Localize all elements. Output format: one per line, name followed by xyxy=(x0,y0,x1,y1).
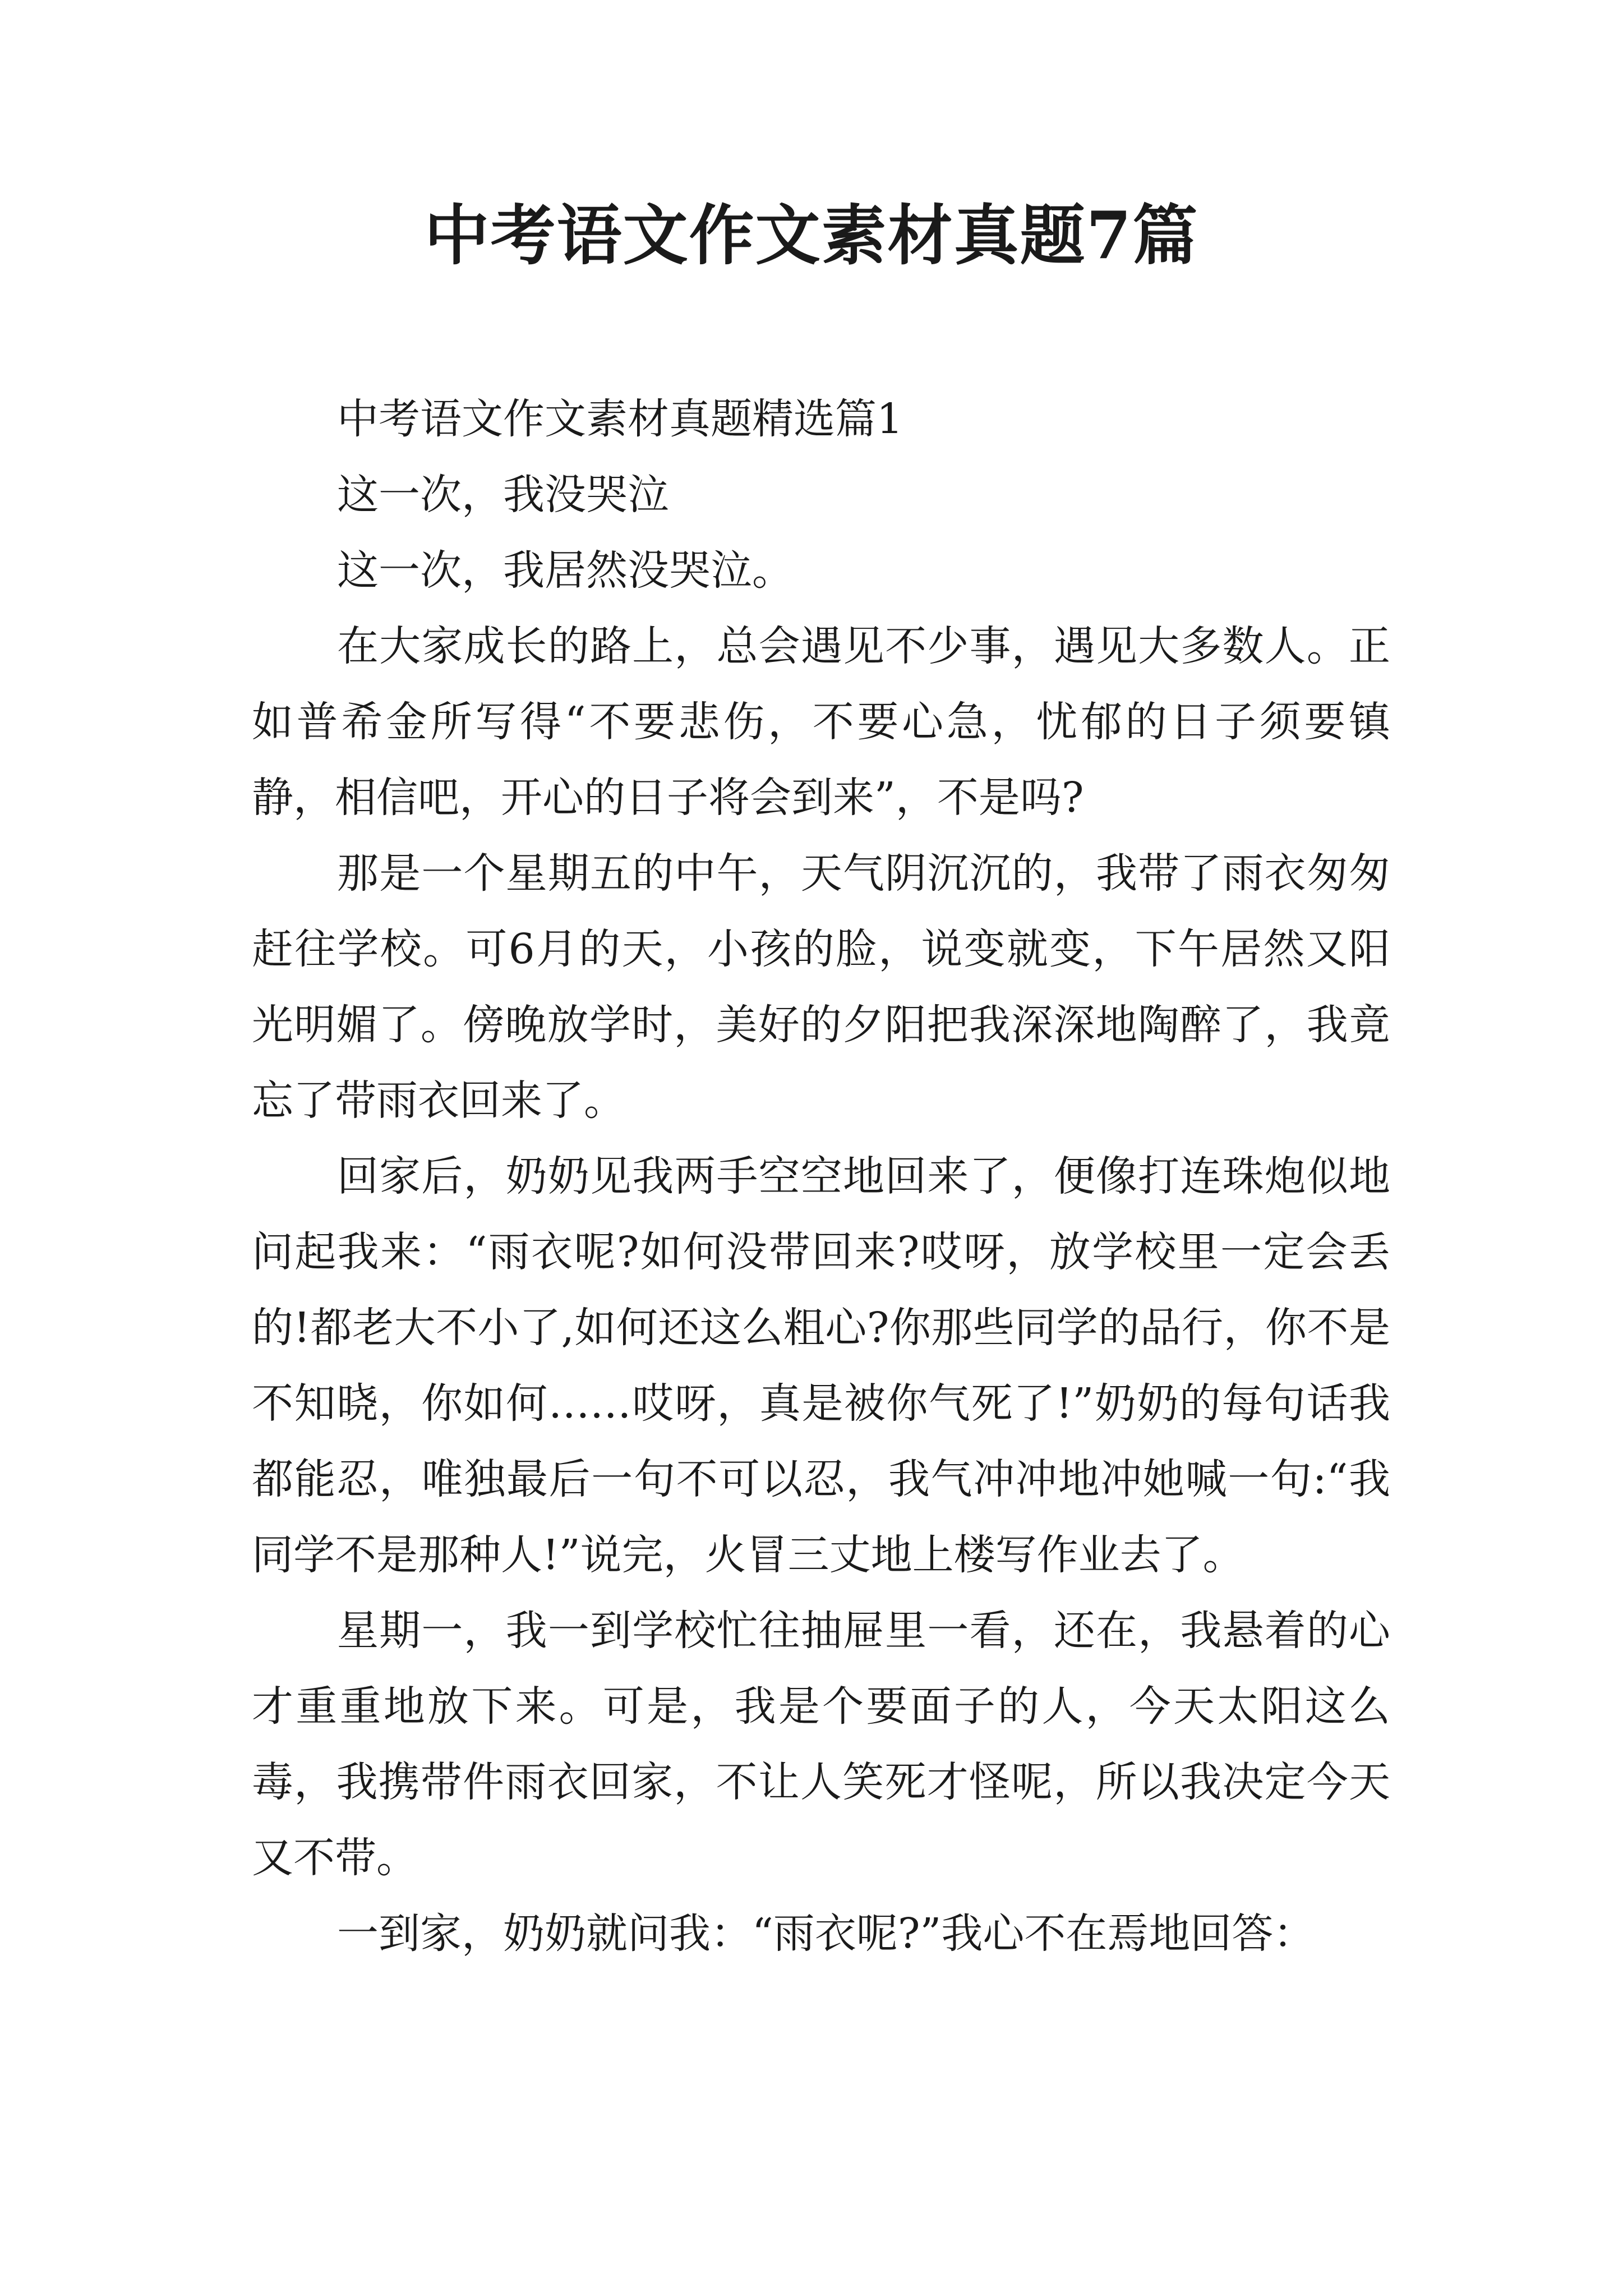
document-body xyxy=(252,381,1390,1972)
paragraph: 这一次，我居然没哭泣。 xyxy=(337,546,794,595)
paragraph: 星期一，我一到学校忙往抽屉里一看，还在，我悬着的心才重重地放下来。可是，我是个要面子的人，今天太阳这么毒，我携带件雨衣回家，不让人笑死才怪呢，所以我决定今天又不带。 xyxy=(252,1607,1390,1882)
paragraph: 回家后，奶奶见我两手空空地回来了，便像打连珠炮似地问起我来：“雨衣呢?如何没带回来?哎呀，放学校里一定会丢的!都老大不小了,如何还这么粗心?你那些同学的品行，你不是不知晓，你如何……哎呀，真是被你气死了!”奶奶的每句话我都能忍，唯独最后一句不可以忍，我气冲冲地冲她喊一句:“我同学不是那种人!”说完，火冒三丈地上楼写作业去了。 xyxy=(252,1152,1390,1579)
paragraph: 那是一个星期五的中午，天气阴沉沉的，我带了雨衣匆匆赶往学校。可6月的天，小孩的脸，说变就变，下午居然又阳光明媚了。傍晚放学时，美好的夕阳把我深深地陶醉了，我竟忘了带雨衣回来了。 xyxy=(252,849,1390,1125)
paragraph-section-heading: 中考语文作文素材真题精选篇1 xyxy=(337,395,903,443)
paragraph: 在大家成长的路上，总会遇见不少事，遇见大多数人。正如普希金所写得“不要悲伤，不要心急，忧郁的日子须要镇静，相信吧，开心的日子将会到来”，不是吗? xyxy=(252,622,1390,822)
paragraph-essay-title: 这一次，我没哭泣 xyxy=(337,471,669,519)
document-title: 中考语文作文素材真题7篇 xyxy=(424,197,1199,274)
paragraph: 一到家，奶奶就问我：“雨衣呢?”我心不在焉地回答： xyxy=(337,1910,1315,1958)
